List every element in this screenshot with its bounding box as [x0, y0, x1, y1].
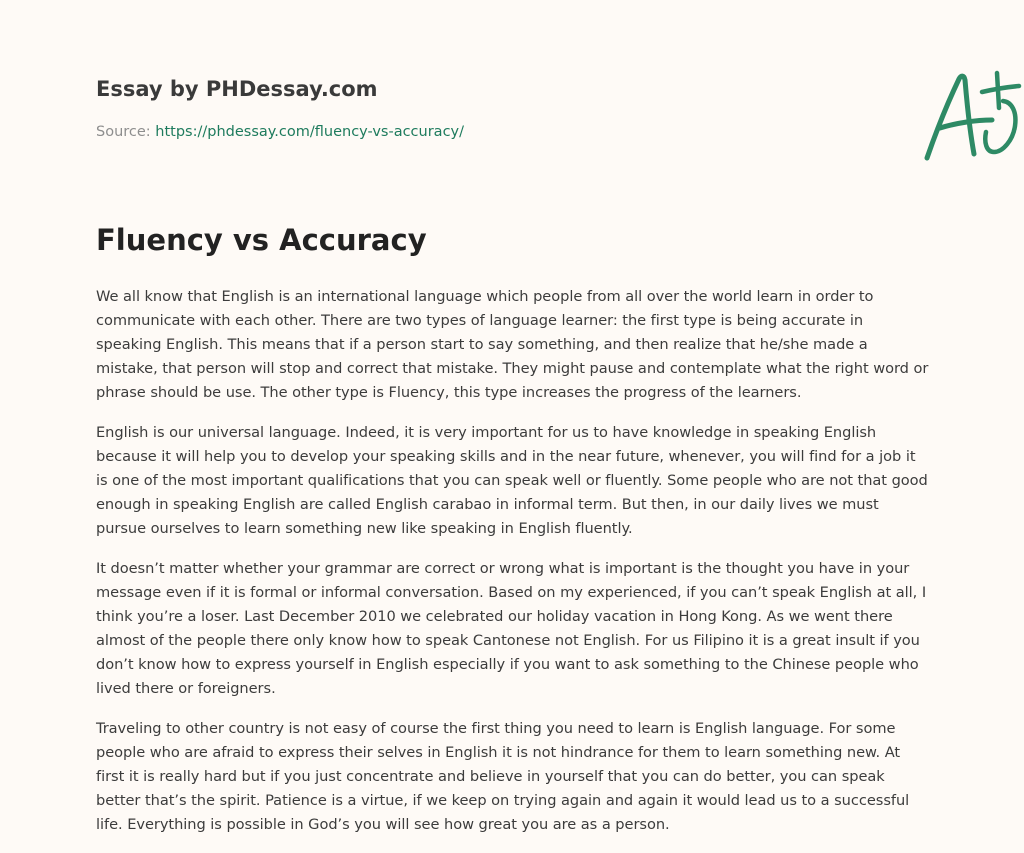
a-plus-grade-icon — [918, 68, 1024, 164]
essay-body — [96, 285, 930, 853]
essay-paragraph: English is our universal language. Indeed, it is very important for us to have knowledge in speaking English because it will help you to develop your speaking skills and in the near future, whenever, you will find for a job it is one of the most important qualifications that you can speak well or fluently. Some people who are not that good enough in speaking English are called English carabao in informal term. But then, in our daily lives we must pursue ourselves to learn something new like speaking in English fluently. — [96, 424, 928, 537]
source-link[interactable]: https://phdessay.com/fluency-vs-accuracy/ — [155, 124, 465, 140]
essay-paragraph: We all know that English is an international language which people from all over the world learn in order to communicate with each other. There are two types of language learner: the first type is being accurate in speaking English. This means that if a person start to say something, and then realize that he/she made a mistake, that person will stop and correct that mistake. They might pause and contemplate what the right word or phrase should be use. The other type is Fluency, this type increases the progress of the learners. — [96, 288, 929, 401]
essay-paragraph: Traveling to other country is not easy of course the first thing you need to learn is English language. For some people who are afraid to express their selves in English it is not hindrance for them to learn something new. At first it is really hard but if you just concentrate and believe in yourself that you can do better, you can speak better that’s the spirit. Patience is a virtue, if we keep on trying again and again it would lead us to a successful life. Everything is possible in God’s you will see how great you are as a person. — [96, 720, 910, 833]
source-label: Source: — [96, 124, 151, 140]
source-line — [96, 124, 464, 140]
site-title: Essay by PHDessay.com — [96, 77, 378, 101]
essay-paragraph: It doesn’t matter whether your grammar are correct or wrong what is important is the thought you have in your message even if it is formal or informal conversation. Based on my experienced, if you can’t speak English at all, I think you’re a loser. Last December 2010 we celebrated our holiday vacation in Hong Kong. As we went there almost of the people there only know how to speak Cantonese not English. For us Filipino it is a great insult if you don’t know how to express yourself in English especially if you want to ask something to the Chinese people who lived there or foreigners. — [96, 560, 927, 697]
essay-title: Fluency vs Accuracy — [96, 223, 427, 257]
